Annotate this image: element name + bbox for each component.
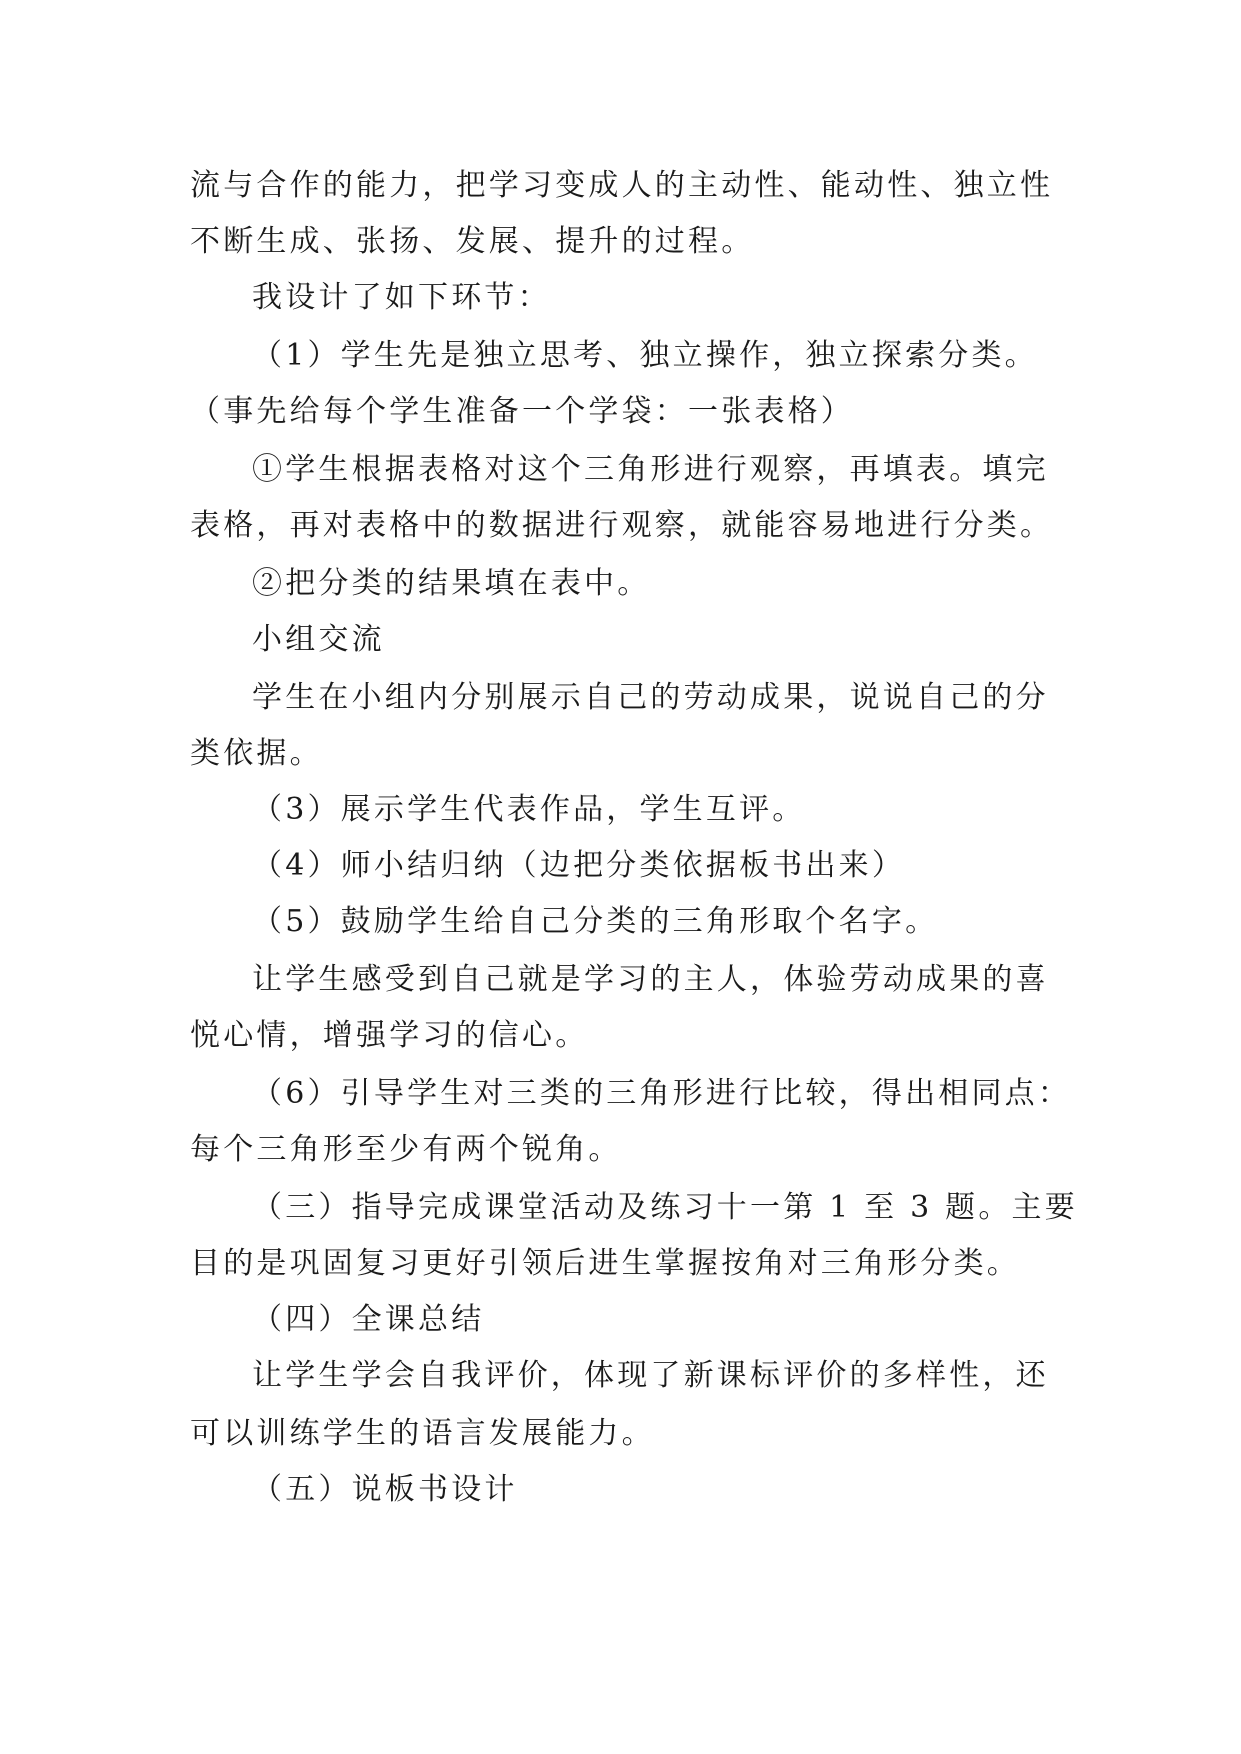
- paragraph-line: （4）师小结归纳（边把分类依据板书出来）: [252, 848, 906, 883]
- paragraph-line: 可以训练学生的语言发展能力。: [190, 1416, 655, 1451]
- paragraph-line: （事先给每个学生准备一个学袋：一张表格）: [190, 394, 854, 429]
- paragraph-line: （5）鼓励学生给自己分类的三角形取个名字。: [252, 904, 939, 939]
- paragraph-line: （三）指导完成课堂活动及练习十一第 1 至 3 题。主要: [252, 1190, 1078, 1225]
- paragraph-line: （五）说板书设计: [252, 1472, 518, 1507]
- paragraph-line: （3）展示学生代表作品，学生互评。: [252, 792, 806, 827]
- paragraph-line: 让学生学会自我评价，体现了新课标评价的多样性，还: [252, 1358, 1049, 1393]
- paragraph-line: 类依据。: [190, 736, 323, 771]
- paragraph-line: 我设计了如下环节：: [252, 280, 551, 315]
- paragraph-line: 流与合作的能力，把学习变成人的主动性、能动性、独立性: [190, 168, 1054, 203]
- paragraph-line: 让学生感受到自己就是学习的主人，体验劳动成果的喜: [252, 962, 1049, 997]
- paragraph-line: （1）学生先是独立思考、独立操作，独立探索分类。: [252, 338, 1038, 373]
- paragraph-line: 目的是巩固复习更好引领后进生掌握按角对三角形分类。: [190, 1246, 1020, 1281]
- paragraph-line: 悦心情，增强学习的信心。: [190, 1018, 589, 1053]
- paragraph-line: （6）引导学生对三类的三角形进行比较，得出相同点：: [252, 1076, 1072, 1111]
- paragraph-line: 表格，再对表格中的数据进行观察，就能容易地进行分类。: [190, 508, 1054, 543]
- paragraph-line: 学生在小组内分别展示自己的劳动成果，说说自己的分: [252, 680, 1049, 715]
- paragraph-line: ①学生根据表格对这个三角形进行观察，再填表。填完: [252, 452, 1049, 487]
- paragraph-line: 小组交流: [252, 622, 385, 657]
- paragraph-line: 每个三角形至少有两个锐角。: [190, 1132, 622, 1167]
- paragraph-line: ②把分类的结果填在表中。: [252, 566, 651, 601]
- paragraph-line: （四）全课总结: [252, 1302, 485, 1337]
- paragraph-line: 不断生成、张扬、发展、提升的过程。: [190, 224, 755, 259]
